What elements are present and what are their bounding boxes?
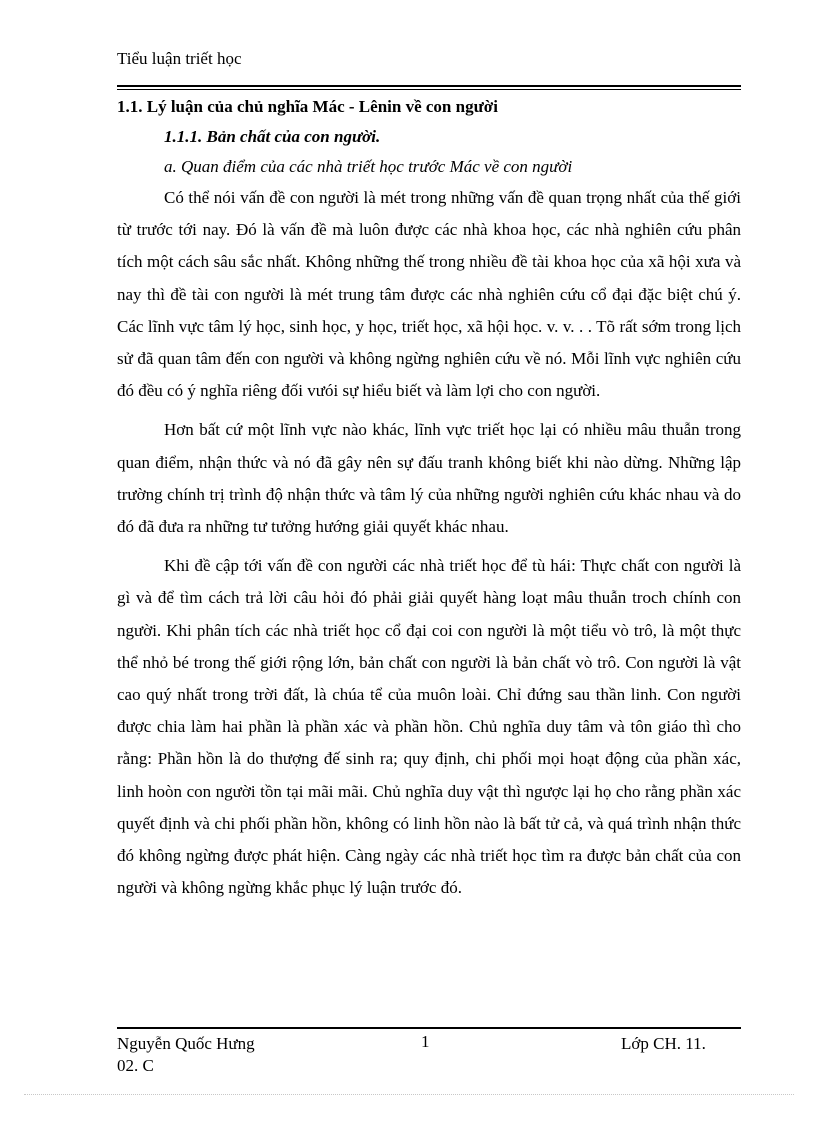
paragraph: Hơn bất cứ một lĩnh vực nào khác, lĩnh vực triết học lại có nhiều mâu thuẫn trong quan điểm, nhận thức và nó đã gây nên sự đấu tranh không biết khi nào dừng. Những lập trường chính trị trình độ nhận thức và tâm lý của những người nghiên cứu khác nhau và do đó đã đưa ra những tư tưởng hướng giải quyết khác nhau. [117, 420, 741, 537]
page-number: 1 [421, 1032, 430, 1051]
footer-class: Lớp CH. 11. [621, 1034, 706, 1053]
page-boundary [24, 1094, 794, 1095]
paragraph: Khi đề cập tới vấn đề con người các nhà triết học để tù hái: Thực chất con người là gì và để tìm cách trả lời câu hỏi đó phải giải quyết hàng loạt mâu thuẫn troch chính con người. Khi phân tích các nhà triết học cổ đại coi con người là một tiểu vò trô, là một thực thể nhỏ bé trong thế giới rộng lớn, bản chất con người là bản chất vò trô. Con người là vật cao quý nhất trong trời đất, là chúa tể của muôn loài. Chỉ đứng sau thần linh. Con người được chia làm hai phần là phần xác và phần hồn. Chủ nghĩa duy tâm và tôn giáo thì cho rằng: Phần hồn là do thượng đế sinh ra; quy định, chi phối mọi hoạt động của phần xác, linh hoòn con người tồn tại mãi mãi. Chủ nghĩa duy vật thì ngược lại họ cho rằng phần xác quyết định và chi phối phần hồn, không có linh hồn nào là bất tử cả, và quá trình nhận thức đó không ngừng được phát hiện. Càng ngày các nhà triết học tìm ra được bản chất của con người và không ngừng khắc phục lý luận trước đó. [117, 556, 741, 898]
footer-author [117, 1033, 255, 1077]
class-suffix: 02. C [117, 1056, 154, 1075]
section-heading: 1.1. Lý luận của chủ nghĩa Mác - Lênin về con người [117, 97, 498, 116]
subsection-heading: 1.1.1. Bản chất của con người. [164, 127, 381, 146]
subsubsection-heading: a. Quan điểm của các nhà triết học trước Mác về con người [164, 157, 573, 176]
footer-rule [117, 1027, 741, 1029]
document-body [117, 94, 741, 904]
header-rule-secondary [117, 89, 741, 90]
running-header: Tiểu luận triết học [117, 49, 242, 68]
header-rule [117, 85, 741, 87]
author-name: Nguyễn Quốc Hưng [117, 1034, 255, 1053]
paragraph: Có thể nói vấn đề con người là mét trong những vấn đề quan trọng nhất của thế giới từ trước tới nay. Đó là vấn đề mà luôn được các nhà khoa học, các nhà nghiên cứu phân tích một cách sâu sắc nhất. Không những thế trong nhiều đề tài khoa học của xã hội xưa và nay thì đề tài con người là mét trung tâm được các nhà nghiên cứu cổ đại đặc biệt chú ý. Các lĩnh vực tâm lý học, sinh học, y học, triết học, xã hội học. v. v. . . Tõ rất sớm trong lịch sử đã quan tâm đến con người và không ngừng nghiên cứu về nó. Mỗi lĩnh vực nghiên cứu đó đều có ý nghĩa riêng đối vưói sự hiểu biết và làm lợi cho con người. [117, 188, 741, 401]
